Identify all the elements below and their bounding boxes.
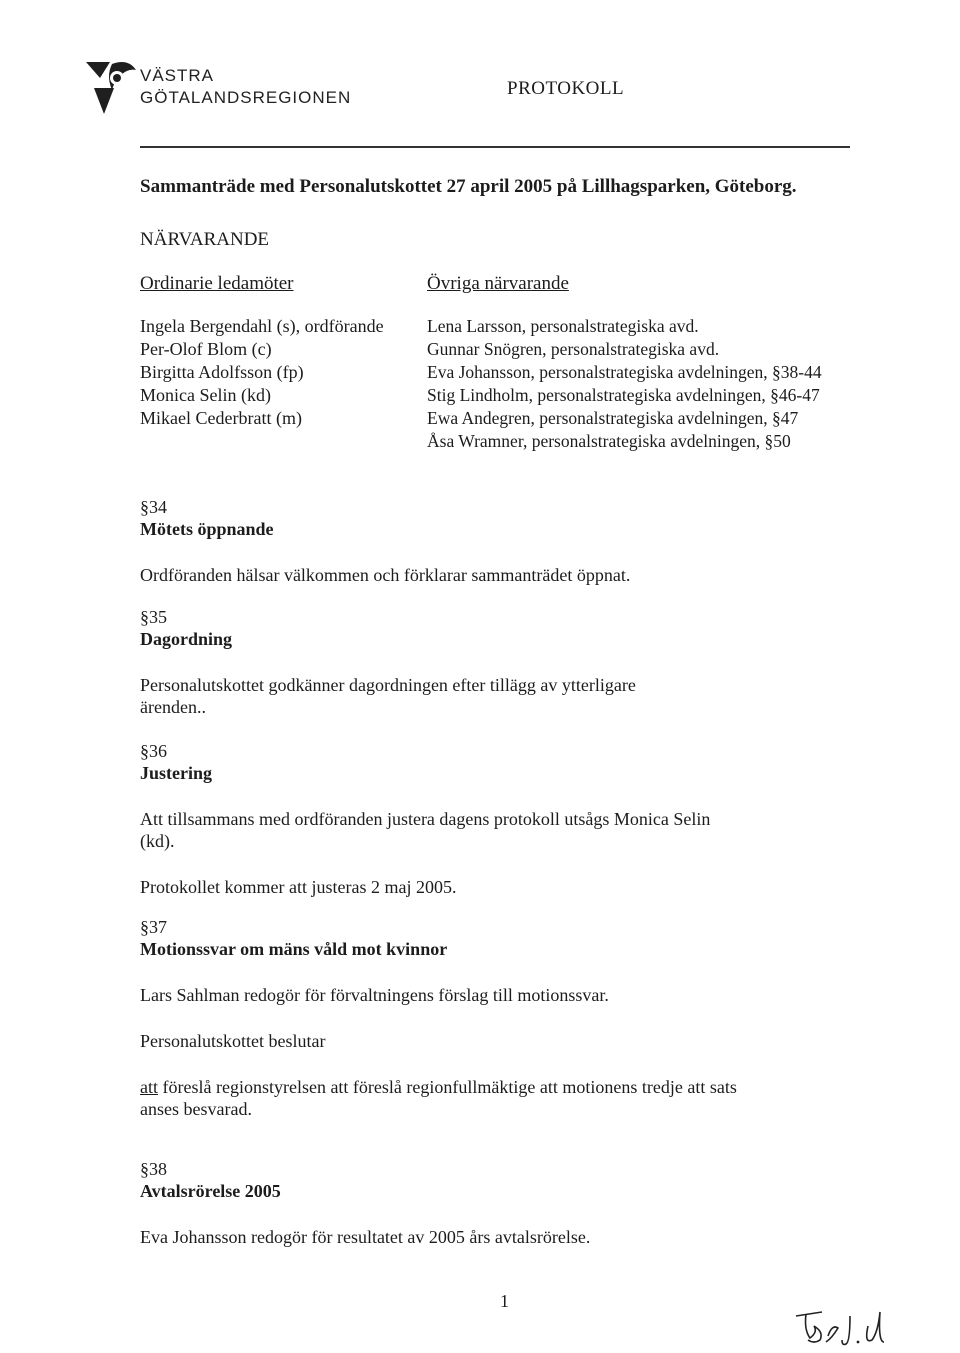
member-item: Birgitta Adolfsson (fp) (140, 362, 304, 382)
page-number: 1 (500, 1291, 509, 1311)
item-paragraph: Personalutskottet godkänner dagordningen efter tillägg av ytterligare ärenden.. (140, 675, 636, 717)
decision-text (140, 1076, 740, 1120)
agenda-item-38 (140, 1158, 840, 1248)
member-item: Monica Selin (kd) (140, 385, 271, 405)
agenda-item-35 (140, 606, 700, 718)
item-paragraph: Att tillsammans med ordföranden justera dagens protokoll utsågs Monica Selin (kd). (140, 809, 711, 851)
item-paragraph: Ordföranden hälsar välkommen och förklarar sammanträdet öppnat. (140, 565, 631, 585)
decision-body: föreslå regionstyrelsen att föreslå regionfullmäktige att motionens tredje att sats anses besvarad. (140, 1077, 737, 1119)
region-logo-icon (84, 54, 138, 120)
item-number: §38 (140, 1159, 167, 1179)
item-title: Justering (140, 763, 212, 783)
other-attendee-item: Lena Larsson, personalstrategiska avd. (427, 316, 699, 336)
other-attendee-item: Åsa Wramner, personalstrategiska avdelningen, §50 (427, 431, 791, 451)
member-item: Ingela Bergendahl (s), ordförande (140, 316, 384, 336)
meeting-title: Sammanträde med Personalutskottet 27 april 2005 på Lillhagsparken, Göteborg. (140, 176, 797, 197)
member-item: Per-Olof Blom (c) (140, 339, 272, 359)
item-number: §37 (140, 917, 167, 937)
item-number: §35 (140, 607, 167, 627)
org-name-line1: VÄSTRA (140, 66, 215, 85)
members-heading: Ordinarie ledamöter (140, 273, 294, 294)
member-item: Mikael Cederbratt (m) (140, 408, 302, 428)
item-title: Motionssvar om mäns våld mot kvinnor (140, 939, 448, 959)
org-name-line2: GÖTALANDSREGIONEN (140, 88, 352, 107)
attendance-label: NÄRVARANDE (140, 229, 270, 250)
other-attendee-item: Eva Johansson, personalstrategiska avdelningen, §38-44 (427, 362, 822, 382)
agenda-item-36 (140, 740, 720, 898)
decision-keyword: att (140, 1077, 158, 1097)
other-attendee-item: Ewa Andegren, personalstrategiska avdelningen, §47 (427, 408, 799, 428)
agenda-item-37 (140, 916, 740, 1120)
item-title: Mötets öppnande (140, 519, 274, 539)
org-logo (84, 54, 384, 120)
handwritten-initials-signature (792, 1302, 892, 1352)
agenda-item-34 (140, 496, 840, 586)
other-attendee-item: Gunnar Snögren, personalstrategiska avd. (427, 339, 720, 359)
item-title: Avtalsrörelse 2005 (140, 1181, 281, 1201)
header-divider (140, 146, 850, 148)
document-type: PROTOKOLL (507, 78, 625, 99)
item-paragraph: Eva Johansson redogör för resultatet av 2005 års avtalsrörelse. (140, 1227, 591, 1247)
others-heading: Övriga närvarande (427, 273, 569, 294)
item-paragraph: Lars Sahlman redogör för förvaltningens förslag till motionssvar. (140, 985, 609, 1005)
members-list (140, 315, 384, 430)
item-number: §34 (140, 497, 167, 517)
others-list (427, 315, 822, 453)
item-number: §36 (140, 741, 167, 761)
other-attendee-item: Stig Lindholm, personalstrategiska avdelningen, §46-47 (427, 385, 820, 405)
item-paragraph: Personalutskottet beslutar (140, 1031, 326, 1051)
item-title: Dagordning (140, 629, 233, 649)
item-paragraph: Protokollet kommer att justeras 2 maj 2005. (140, 877, 457, 897)
